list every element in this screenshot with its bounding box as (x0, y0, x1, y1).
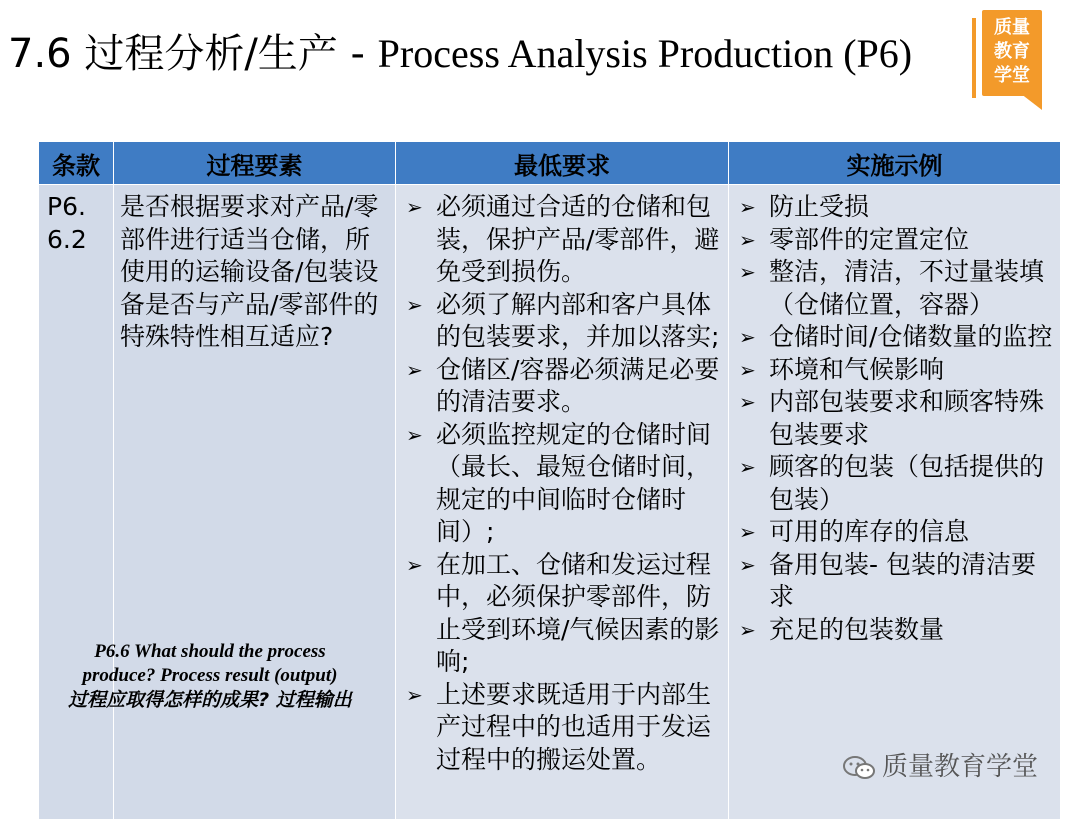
list-item-text: 内部包装要求和顾客特殊包装要求 (769, 387, 1045, 449)
list-item (404, 289, 726, 354)
arrow-bullet-icon: ➢ (739, 195, 756, 219)
arrow-bullet-icon: ➢ (739, 617, 756, 642)
wechat-icon (842, 755, 876, 781)
arrow-bullet-icon: ➢ (406, 422, 423, 447)
list-item-text: 必须监控规定的仓储时间（最长、最短仓储时间，规定的中间临时仓储时间）; (436, 419, 712, 546)
arrow-bullet-icon: ➢ (739, 520, 756, 544)
list-item-text: 必须了解内部和客户具体的包装要求，并加以落实; (436, 289, 720, 351)
logo-line: 学堂 (994, 65, 1030, 86)
list-item-text: 顾客的包装（包括提供的包装） (769, 452, 1045, 514)
list-item (737, 516, 1058, 549)
arrow-bullet-icon: ➢ (739, 260, 756, 284)
logo-line: 质量 (994, 17, 1030, 38)
title-cn: 7.6 过程分析/生产 - (8, 31, 378, 77)
examples-cell (729, 185, 1061, 820)
list-item-text: 零部件的定置定位 (769, 224, 970, 254)
list-item (404, 419, 726, 549)
arrow-bullet-icon: ➢ (739, 325, 756, 349)
clause-cell: P6.6.2 (39, 185, 114, 820)
arrow-bullet-icon: ➢ (406, 357, 423, 382)
list-item-text: 环境和气候影响 (769, 354, 945, 384)
list-item-text: 防止受损 (769, 192, 870, 221)
process-output-note (60, 640, 360, 712)
list-item-text: 可用的库存的信息 (769, 517, 970, 546)
brand-logo (972, 10, 1052, 110)
list-item-text: 备用包装- 包装的清洁要求 (769, 549, 1036, 611)
arrow-bullet-icon: ➢ (406, 682, 423, 707)
list-item-text: 上述要求既适用于内部生产过程中的也适用于发运过程中的搬运处置。 (436, 679, 712, 774)
list-item (737, 451, 1058, 516)
min-requirements-cell (396, 185, 729, 820)
header-min-requirements: 最低要求 (396, 142, 729, 185)
header-clause: 条款 (39, 142, 114, 185)
arrow-bullet-icon: ➢ (739, 390, 756, 414)
list-item-text: 仓储时间/仓储数量的监控 (769, 322, 1053, 351)
list-item-text: 在加工、仓储和发运过程中，必须保护零部件，防止受到环境/气候因素的影响; (436, 549, 720, 676)
list-item-text: 必须通过合适的仓储和包装，保护产品/零部件，避免受到损伤。 (436, 192, 720, 286)
arrow-bullet-icon: ➢ (406, 552, 423, 577)
page-title (8, 22, 912, 79)
arrow-bullet-icon: ➢ (406, 292, 423, 317)
list-item (404, 679, 726, 777)
list-item (737, 549, 1058, 614)
header-examples: 实施示例 (729, 142, 1061, 185)
table-row (39, 185, 1061, 820)
list-item (737, 614, 1058, 647)
title-en: Process Analysis Production (P6) (377, 31, 913, 76)
arrow-bullet-icon: ➢ (406, 195, 423, 219)
table-header-row (39, 142, 1061, 185)
list-item-text: 整洁，清洁，不过量装填（仓储位置，容器） (769, 257, 1045, 319)
watermark-text: 质量教育学堂 (882, 752, 1039, 782)
list-item-text: 仓储区/容器必须满足必要的清洁要求。 (436, 354, 720, 416)
list-item (404, 354, 726, 419)
list-item (737, 224, 1058, 257)
header-element: 过程要素 (114, 142, 396, 185)
logo-line: 教育 (994, 41, 1030, 62)
list-item (737, 191, 1058, 224)
min-requirements-list (404, 191, 726, 776)
wechat-watermark (842, 746, 1038, 783)
list-item (737, 321, 1058, 354)
list-item-text: 充足的包装数量 (769, 614, 945, 644)
arrow-bullet-icon: ➢ (739, 455, 756, 479)
list-item (404, 191, 726, 289)
arrow-bullet-icon: ➢ (739, 552, 756, 577)
list-item (737, 354, 1058, 387)
list-item (737, 256, 1058, 321)
list-item (737, 386, 1058, 451)
list-item (404, 549, 726, 679)
note-cn: 过程应取得怎样的成果? 过程输出 (68, 689, 352, 711)
arrow-bullet-icon: ➢ (739, 227, 756, 252)
examples-list (737, 191, 1058, 646)
requirements-table (38, 141, 1061, 820)
element-cell: 是否根据要求对产品/零部件进行适当仓储，所使用的运输设备/包装设备是否与产品/零部件的特殊特性相互适应? (114, 185, 396, 820)
arrow-bullet-icon: ➢ (739, 357, 756, 382)
note-en: P6.6 What should the process produce? Process result (output) (82, 641, 338, 686)
